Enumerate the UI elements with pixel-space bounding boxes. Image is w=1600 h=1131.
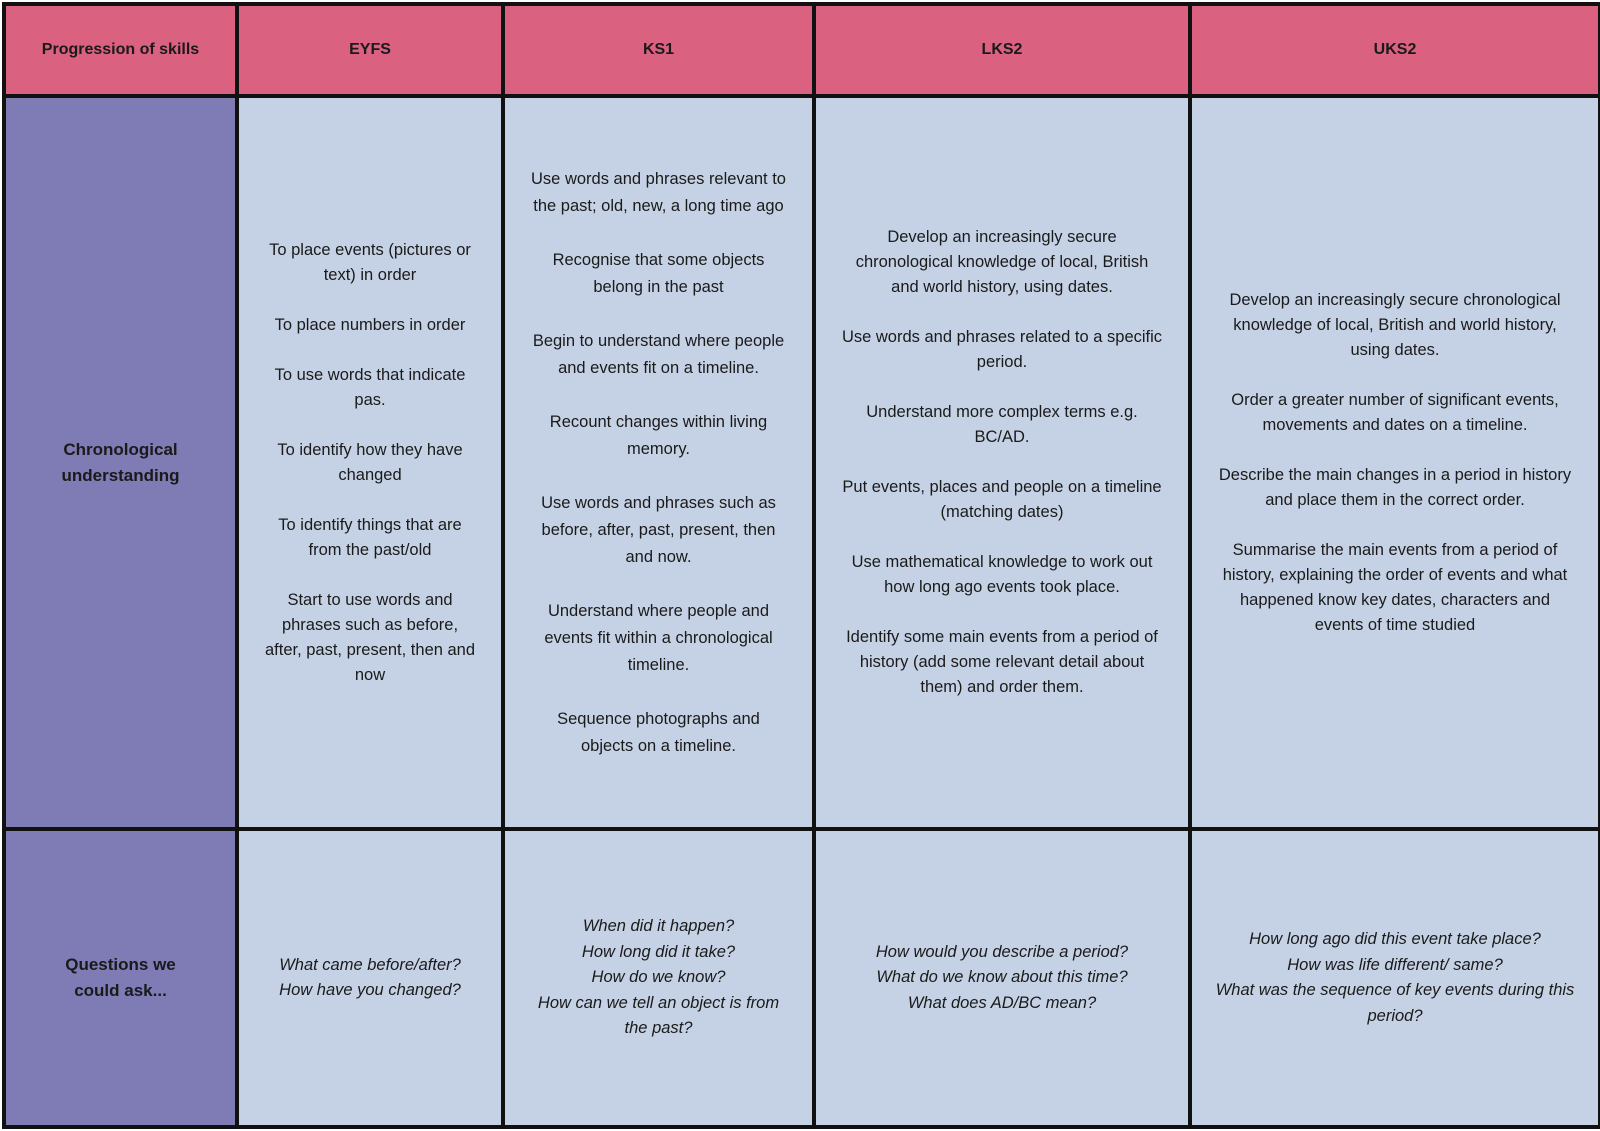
ks1-question: How do we know? <box>591 968 726 987</box>
eyfs-questions-cell <box>237 829 503 1127</box>
lks2-skill: Use words and phrases related to a specific period. <box>841 328 1163 371</box>
eyfs-skill: Start to use words and phrases such as before, after, past, present, then and now <box>264 590 476 684</box>
header-ks1: KS1 <box>503 4 814 96</box>
lks2-skill: Understand more complex terms e.g. BC/AD. <box>866 403 1138 446</box>
uks2-skill: Summarise the main events from a period of history, explaining the order of events and what happened know key dates, characters and events of time studied <box>1222 540 1568 634</box>
lks2-question: How would you describe a period? <box>875 942 1129 961</box>
questions-row <box>4 829 1600 1127</box>
eyfs-skill: To identify how they have changed <box>277 440 463 484</box>
uks2-question: What was the sequence of key events during this period? <box>1215 981 1575 1025</box>
lks2-skill: Use mathematical knowledge to work out how long ago events took place. <box>851 553 1153 596</box>
lks2-question: What do we know about this time? <box>876 968 1128 987</box>
lks2-skill: Identify some main events from a period of history (add some relevant detail about them) and order them. <box>846 628 1158 696</box>
ks1-skill: Understand where people and events fit within a chronological timeline. <box>544 601 773 674</box>
ks1-skill: Begin to understand where people and events fit on a timeline. <box>532 331 785 377</box>
ks1-skills-cell <box>503 96 814 829</box>
eyfs-question: How have you changed? <box>279 981 461 999</box>
uks2-question: How was life different/ same? <box>1287 955 1503 974</box>
ks1-skill: Recognise that some objects belong in the past <box>552 250 765 296</box>
uks2-questions-cell <box>1190 829 1600 1127</box>
eyfs-skill: To use words that indicate pas. <box>274 365 466 409</box>
row-label-questions: Questions we could ask... <box>4 829 237 1127</box>
uks2-skills-cell <box>1190 96 1600 829</box>
header-progression-of-skills: Progression of skills <box>4 4 237 96</box>
chronological-understanding-row <box>4 96 1600 829</box>
ks1-question: How can we tell an object is from the past? <box>537 993 780 1038</box>
lks2-skill: Develop an increasingly secure chronological knowledge of local, British and world history, using dates. <box>855 228 1149 296</box>
uks2-question: How long ago did this event take place? <box>1249 930 1541 948</box>
eyfs-skill: To identify things that are from the past/old <box>278 515 462 559</box>
header-row <box>4 4 1600 96</box>
header-eyfs: EYFS <box>237 4 503 96</box>
eyfs-skills-cell <box>237 96 503 829</box>
progression-of-skills-table <box>2 2 1600 1129</box>
header-uks2: UKS2 <box>1190 4 1600 96</box>
lks2-question: What does AD/BC mean? <box>907 993 1097 1012</box>
row-label-chronological-understanding: Chronological understanding <box>4 96 237 829</box>
ks1-skill: Use words and phrases such as before, after, past, present, then and now. <box>541 493 776 566</box>
ks1-skill: Use words and phrases relevant to the past; old, new, a long time ago <box>531 169 786 215</box>
eyfs-question: What came before/after? <box>279 955 461 974</box>
eyfs-skill: To place events (pictures or text) in order <box>269 240 471 284</box>
uks2-skill: Develop an increasingly secure chronological knowledge of local, British and world history, using dates. <box>1229 290 1561 359</box>
lks2-questions-cell <box>814 829 1190 1127</box>
ks1-question: How long did it take? <box>581 942 736 961</box>
eyfs-skill: To place numbers in order <box>274 315 466 334</box>
ks1-questions-cell <box>503 829 814 1127</box>
uks2-skill: Describe the main changes in a period in history and place them in the correct order. <box>1218 465 1572 509</box>
lks2-skills-cell <box>814 96 1190 829</box>
uks2-skill: Order a greater number of significant events, movements and dates on a timeline. <box>1231 390 1559 434</box>
header-lks2: LKS2 <box>814 4 1190 96</box>
ks1-question: When did it happen? <box>582 917 735 936</box>
lks2-skill: Put events, places and people on a timeline (matching dates) <box>842 478 1162 521</box>
ks1-skill: Sequence photographs and objects on a timeline. <box>557 709 760 755</box>
ks1-skill: Recount changes within living memory. <box>549 412 768 458</box>
